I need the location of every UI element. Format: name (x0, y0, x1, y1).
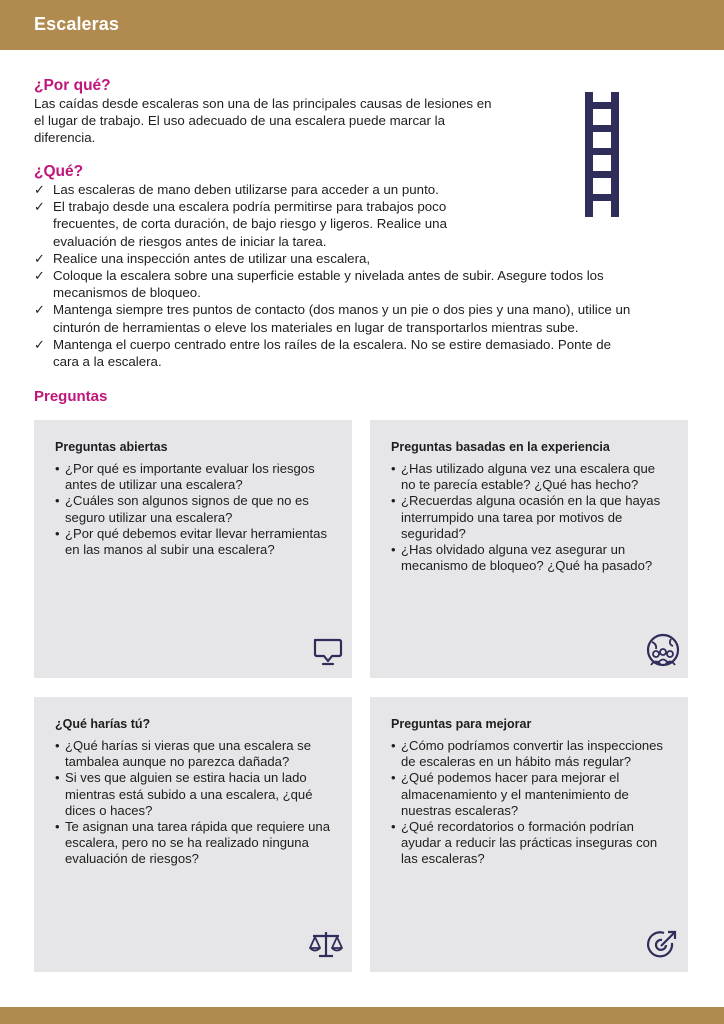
card-question-list (55, 461, 337, 558)
card-improvement-questions (370, 697, 688, 972)
question-item: • ¿Por qué debemos evitar llevar herramientas en las manos al subir una escalera? (55, 526, 337, 558)
card-title: Preguntas para mejorar (391, 717, 532, 731)
question-item: • ¿Qué recordatorios o formación podrían ayudar a reducir las prácticas inseguras con las escaleras? (391, 819, 673, 868)
card-question-list (391, 461, 673, 574)
card-experience-questions (370, 420, 688, 678)
question-item: • Te asignan una tarea rápida que requiere una escalera, pero no se ha realizado ninguna evaluación de riesgos? (55, 819, 337, 868)
page-header (0, 0, 724, 50)
checklist-item: ✓ Realice una inspección antes de utilizar una escalera, (34, 250, 664, 267)
card-what-would-you-do (34, 697, 352, 972)
why-heading: ¿Por qué? (34, 77, 111, 94)
questions-heading: Preguntas (34, 388, 108, 405)
what-checklist (34, 181, 664, 370)
card-title: Preguntas abiertas (55, 440, 168, 454)
checklist-item: ✓ Las escaleras de mano deben utilizarse para acceder a un punto. (34, 181, 664, 198)
question-item: • ¿Por qué es importante evaluar los riesgos antes de utilizar una escalera? (55, 461, 337, 493)
why-paragraph: Las caídas desde escaleras son una de las principales causas de lesiones en el lugar de trabajo. El uso adecuado de una escalera puede marcar la diferencia. (34, 96, 492, 145)
question-item: • ¿Has utilizado alguna vez una escalera que no te parecía estable? ¿Qué has hecho? (391, 461, 673, 493)
question-item: • Si ves que alguien se estira hacia un lado mientras está subido a una escalera, ¿qué dices o haces? (55, 770, 337, 819)
card-question-list (391, 738, 673, 868)
question-item: • ¿Qué podemos hacer para mejorar el almacenamiento y el mantenimiento de nuestras escaleras? (391, 770, 673, 819)
card-title: ¿Qué harías tú? (55, 717, 151, 731)
question-item: • ¿Qué harías si vieras que una escalera se tambalea aunque no parezca dañada? (55, 738, 337, 770)
card-open-questions (34, 420, 352, 678)
speech-bubble-icon (311, 634, 345, 668)
question-item: • ¿Cómo podríamos convertir las inspecciones de escaleras en un hábito más regular? (391, 738, 673, 770)
scales-icon (308, 929, 344, 959)
checklist-item: ✓ El trabajo desde una escalera podría permitirse para trabajos poco frecuentes, de corta duración, de bajo riesgo y ligeros. Realice una evaluación de riesgos antes de iniciar la tarea. (34, 198, 664, 250)
what-heading: ¿Qué? (34, 163, 84, 180)
checklist-item: ✓ Mantenga siempre tres puntos de contacto (dos manos y un pie o dos pies y una mano), utilice un cinturón de herramientas o eleve los materiales en lugar de transportarlos mientras sube. (34, 301, 664, 335)
page-title: Escaleras (34, 14, 119, 34)
card-title: Preguntas basadas en la experiencia (391, 440, 610, 454)
question-item: • ¿Has olvidado alguna vez asegurar un mecanismo de bloqueo? ¿Qué ha pasado? (391, 542, 673, 574)
footer-bar (0, 1007, 724, 1024)
people-globe-icon (644, 632, 682, 670)
checklist-item: ✓ Mantenga el cuerpo centrado entre los raíles de la escalera. No se estire demasiado. Ponte de cara a la escalera. (34, 336, 664, 370)
question-item: • ¿Cuáles son algunos signos de que no es seguro utilizar una escalera? (55, 493, 337, 525)
question-item: • ¿Recuerdas alguna ocasión en la que hayas interrumpido una tarea por motivos de seguridad? (391, 493, 673, 542)
checklist-item: ✓ Coloque la escalera sobre una superficie estable y nivelada antes de subir. Asegure todos los mecanismos de bloqueo. (34, 267, 664, 301)
card-question-list (55, 738, 337, 868)
target-arrow-icon (646, 929, 678, 961)
